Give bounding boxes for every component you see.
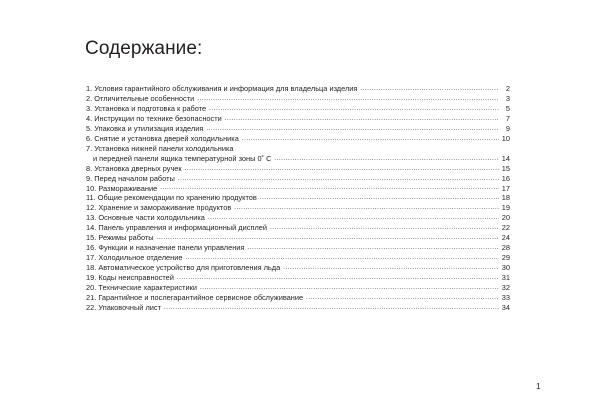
- toc-dot-leader: [208, 213, 499, 223]
- toc-entry[interactable]: [86, 243, 510, 253]
- toc-dot-leader: [242, 134, 499, 144]
- toc-entry-number: 5.: [86, 123, 93, 133]
- toc-entry-title: Инструкции по технике безопасности: [94, 113, 222, 123]
- toc-entry-title: Установка нижней панели холодильника: [94, 143, 234, 153]
- toc-entry-label: [86, 303, 161, 313]
- toc-entry-label: [86, 203, 231, 213]
- toc-entry-number: 17.: [86, 253, 97, 263]
- toc-entry-number: 16.: [86, 243, 97, 253]
- toc-page-number: 20: [501, 213, 510, 223]
- table-of-contents: [86, 84, 510, 313]
- toc-entry-number: 20.: [86, 283, 97, 293]
- toc-entry-number: 3.: [86, 103, 93, 113]
- toc-entry[interactable]: [86, 114, 510, 124]
- toc-entry-label: [86, 243, 244, 253]
- toc-entry[interactable]: [86, 104, 510, 114]
- toc-entry-number: 2.: [86, 93, 93, 103]
- toc-page-number: 16: [501, 173, 510, 183]
- toc-entry[interactable]: [86, 203, 510, 213]
- toc-entry-number: 22.: [86, 302, 97, 312]
- toc-entry-label: [86, 184, 157, 194]
- toc-entry-label: [86, 134, 239, 144]
- toc-entry[interactable]: [86, 164, 510, 174]
- toc-dot-leader: [164, 303, 499, 313]
- toc-entry-number: 18.: [86, 263, 97, 273]
- toc-dot-leader: [234, 203, 498, 213]
- toc-entry-number: 6.: [86, 133, 93, 143]
- toc-page-number: 7: [505, 113, 510, 123]
- toc-page-number: 33: [501, 293, 510, 303]
- toc-page-number: 17: [501, 183, 510, 193]
- toc-entry[interactable]: [86, 213, 510, 223]
- toc-entry-title-continued: и передней панели ящика температурной зоны 0˚ С: [93, 153, 272, 163]
- toc-dot-leader: [270, 223, 499, 233]
- toc-entry-label: [86, 104, 206, 114]
- toc-entry-label: [86, 94, 194, 104]
- toc-entry-title: Основные части холодильника: [98, 213, 205, 223]
- toc-entry-title: Отличительные особенности: [94, 93, 195, 103]
- toc-entry[interactable]: [86, 263, 510, 273]
- toc-entry-label: [86, 164, 182, 174]
- toc-entry-title: Установка и подготовка к работе: [94, 103, 207, 113]
- toc-page-number: 24: [501, 233, 510, 243]
- toc-entry[interactable]: [86, 184, 510, 194]
- toc-entry-number: 7.: [86, 143, 93, 153]
- toc-entry-title: Холодильное отделение: [98, 253, 183, 263]
- toc-entry-label: [86, 223, 267, 233]
- toc-entry-title: Перед началом работы: [94, 173, 175, 183]
- toc-dot-leader: [185, 164, 499, 174]
- toc-entry-label: [86, 293, 303, 303]
- toc-page-number: 31: [501, 273, 510, 283]
- toc-entry[interactable]: [86, 193, 510, 203]
- toc-entry-label: [86, 213, 205, 223]
- toc-dot-leader: [157, 233, 499, 243]
- toc-dot-leader: [160, 184, 499, 194]
- toc-dot-leader: [306, 293, 499, 303]
- toc-entry-title: Коды неисправностей: [98, 273, 174, 283]
- toc-entry-label: [86, 253, 182, 263]
- toc-entry[interactable]: [86, 283, 510, 293]
- toc-page-number: 10: [501, 133, 510, 143]
- toc-entry-number: 1.: [86, 84, 93, 93]
- toc-dot-leader: [177, 273, 499, 283]
- toc-dot-leader: [260, 194, 499, 204]
- toc-entry-number: 10.: [86, 183, 97, 193]
- toc-page-number: 34: [501, 302, 510, 312]
- toc-entry[interactable]: [86, 144, 510, 164]
- toc-entry-number: 4.: [86, 113, 93, 123]
- toc-entry-title: Функции и назначение панели управления: [98, 243, 245, 253]
- toc-entry-label: [86, 144, 271, 154]
- toc-entry[interactable]: [86, 124, 510, 134]
- toc-dot-leader: [283, 263, 499, 273]
- toc-entry-number: 21.: [86, 293, 97, 303]
- toc-page-number: 18: [501, 193, 510, 203]
- toc-page-number: 22: [501, 223, 510, 233]
- toc-entry-title: Панель управления и информационный дисплей: [98, 223, 267, 233]
- toc-entry-label: [86, 114, 222, 124]
- toc-entry-label: [86, 263, 280, 273]
- toc-dot-leader: [197, 94, 499, 104]
- toc-page-number: 3: [505, 93, 510, 103]
- toc-entry[interactable]: [86, 293, 510, 303]
- toc-entry[interactable]: [86, 273, 510, 283]
- toc-entry-title: Хранение и замораживание продуктов: [98, 203, 232, 213]
- toc-entry-number: 15.: [86, 233, 97, 243]
- toc-page-number: 29: [501, 253, 510, 263]
- page-title: Содержание:: [85, 38, 203, 59]
- toc-entry[interactable]: [86, 223, 510, 233]
- toc-entry[interactable]: [86, 233, 510, 243]
- toc-entry-number: 11.: [86, 193, 96, 203]
- toc-entry-number: 19.: [86, 273, 97, 283]
- toc-entry-title: Упаковка и утилизация изделия: [94, 123, 204, 133]
- toc-entry-title: Упаковочный лист: [98, 302, 161, 312]
- toc-page-number: 30: [501, 263, 510, 273]
- toc-entry-label: [86, 233, 154, 243]
- toc-entry[interactable]: [86, 174, 510, 184]
- toc-entry-label: [86, 273, 174, 283]
- toc-entry-number: 12.: [86, 203, 97, 213]
- toc-dot-leader: [225, 114, 499, 124]
- toc-entry-number: 9.: [86, 173, 93, 183]
- toc-entry[interactable]: [86, 84, 510, 94]
- toc-entry[interactable]: [86, 94, 510, 104]
- toc-entry-title: Установка дверных ручек: [94, 163, 182, 173]
- toc-dot-leader: [274, 154, 498, 164]
- toc-entry-title: Снятие и установка дверей холодильника: [94, 133, 239, 143]
- toc-entry-label: [86, 193, 257, 203]
- toc-page-number: 15: [501, 163, 510, 173]
- toc-entry[interactable]: [86, 134, 510, 144]
- toc-dot-leader: [360, 84, 499, 94]
- page-number: 1: [536, 381, 541, 391]
- toc-entry-title: Автоматическое устройство для приготовления льда: [98, 263, 281, 273]
- toc-entry-number: 14.: [86, 223, 97, 233]
- toc-entry-text-block: [86, 144, 271, 164]
- toc-entry-title: Общие рекомендации по хранению продуктов: [97, 193, 257, 203]
- toc-entry-number: 13.: [86, 213, 97, 223]
- toc-dot-leader: [206, 124, 499, 134]
- toc-page-number: 19: [501, 203, 510, 213]
- toc-entry[interactable]: [86, 303, 510, 313]
- toc-entry-label: [86, 174, 175, 184]
- toc-page-number: 14: [501, 153, 510, 163]
- toc-dot-leader: [200, 283, 499, 293]
- toc-dot-leader: [185, 253, 498, 263]
- toc-entry-label: [86, 283, 197, 293]
- toc-entry-title: Гарантийное и послегарантийное сервисное обслуживание: [98, 293, 304, 303]
- toc-entry[interactable]: [86, 253, 510, 263]
- toc-dot-leader: [178, 174, 499, 184]
- toc-page-number: 5: [505, 103, 510, 113]
- toc-entry-title: Размораживание: [98, 183, 158, 193]
- toc-entry-title: Режимы работы: [98, 233, 154, 243]
- toc-entry-title: Технические характеристики: [98, 283, 197, 293]
- toc-page-number: 32: [501, 283, 510, 293]
- toc-entry-title: Условия гарантийного обслуживания и информация для владельца изделия: [94, 84, 358, 93]
- toc-entry-number: 8.: [86, 163, 93, 173]
- toc-dot-leader: [209, 104, 499, 114]
- toc-page-number: 28: [501, 243, 510, 253]
- toc-dot-leader: [247, 243, 498, 253]
- toc-entry-label: [86, 84, 357, 94]
- toc-entry-label: [86, 124, 203, 134]
- toc-page-number: 2: [505, 84, 510, 93]
- toc-page-number: 9: [505, 123, 510, 133]
